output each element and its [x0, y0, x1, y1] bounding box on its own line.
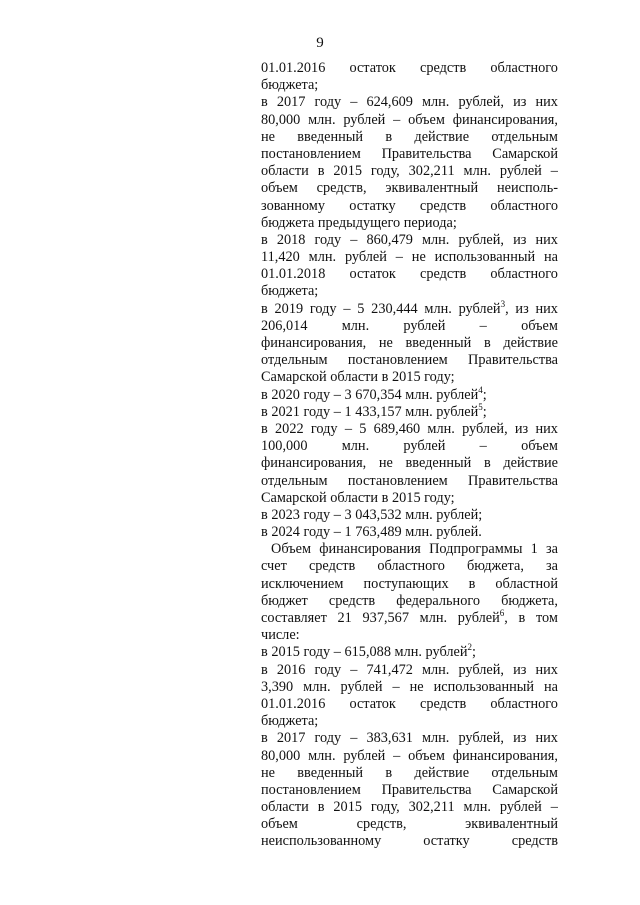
- text-line: не введенный в действие отдельным: [261, 764, 558, 781]
- footnote-marker: 6: [499, 608, 505, 619]
- text-line: в 2017 году – 383,631 млн. рублей, из них: [261, 730, 558, 747]
- text-line: бюджета предыдущего периода;: [261, 214, 457, 231]
- text-line: 3,390 млн. рублей – не использованный на: [261, 678, 558, 695]
- text-line: отдельным постановлением Правительства: [261, 472, 558, 489]
- text-line: 01.01.2016 остаток средств областного: [261, 60, 558, 76]
- text-line: финансирования, не введенный в действие: [261, 455, 558, 472]
- footnote-marker: 3: [500, 298, 506, 309]
- text-line: бюджет средств федерального бюджета,: [261, 592, 558, 609]
- text-line: Самарской области в 2015 году;: [261, 369, 455, 386]
- text-line: объем средств, эквивалентный: [261, 816, 558, 833]
- page-number: 9: [316, 35, 324, 51]
- text-line: в 2016 году – 741,472 млн. рублей, из них: [261, 661, 558, 678]
- text-line: в 2019 году – 5 230,444 млн. рублей$^3$, из них: [261, 298, 558, 317]
- text-line: объем средств, эквивалентный неисполь-: [261, 180, 558, 197]
- text-line: отдельным постановлением Правительства: [261, 352, 558, 369]
- text-line: области в 2015 году, 302,211 млн. рублей –: [261, 799, 558, 816]
- footnote-marker: 5: [478, 401, 483, 412]
- text-line: в 2017 году – 624,609 млн. рублей, из них: [261, 94, 558, 111]
- text-line: Самарской области в 2015 году;: [261, 489, 455, 506]
- text-line: числе:: [261, 627, 300, 644]
- text-line: в 2020 году – 3 670,354 млн. рублей$^4$;: [261, 384, 487, 403]
- text-line: счет средств областного бюджета, за: [261, 558, 558, 575]
- text-line: исключением поступающих в областной: [261, 575, 558, 592]
- text-line: 206,014 млн. рублей – объем: [261, 317, 558, 334]
- text-line: в 2022 году – 5 689,460 млн. рублей, из них: [261, 420, 558, 437]
- text-line: в 2024 году – 1 763,489 млн. рублей.: [261, 524, 482, 541]
- text-line: 01.01.2018 остаток средств областного: [261, 266, 558, 283]
- text-line: в 2021 году – 1 433,157 млн. рублей$^5$;: [261, 401, 487, 420]
- text-line: области в 2015 году, 302,211 млн. рублей –: [261, 163, 558, 180]
- text-line: зованному остатку средств областного: [261, 197, 558, 214]
- text-line: в 2023 году – 3 043,532 млн. рублей;: [261, 506, 483, 523]
- text-line: Объем финансирования Подпрограммы 1 за: [271, 541, 558, 558]
- text-line: 100,000 млн. рублей – объем: [261, 438, 558, 455]
- footnote-marker: 2: [467, 642, 473, 653]
- text-line: 11,420 млн. рублей – не использованный на: [261, 249, 558, 266]
- text-line: бюджета;: [261, 283, 319, 300]
- footnote-marker: 4: [478, 384, 483, 395]
- text-line: не введенный в действие отдельным: [261, 128, 558, 145]
- text-line: в 2018 году – 860,479 млн. рублей, из них: [261, 231, 558, 248]
- text-line: в 2015 году – 615,088 млн. рублей$^2$;: [261, 642, 477, 661]
- text-line: бюджета;: [261, 77, 319, 94]
- text-line: 80,000 млн. рублей – объем финансирования,: [261, 747, 558, 764]
- body-text: [261, 60, 558, 851]
- text-line: постановлением Правительства Самарской: [261, 145, 558, 162]
- text-line: бюджета;: [261, 713, 319, 730]
- text-line: составляет 21 937,567 млн. рублей$^6$, в том: [261, 608, 558, 626]
- text-line: 01.01.2016 остаток средств областного: [261, 695, 558, 712]
- text-line: постановлением Правительства Самарской: [261, 781, 558, 798]
- text-line: 80,000 млн. рублей – объем финансирования,: [261, 111, 558, 128]
- text-line: неиспользованному остатку средств: [261, 833, 558, 850]
- text-line: финансирования, не введенный в действие: [261, 335, 558, 351]
